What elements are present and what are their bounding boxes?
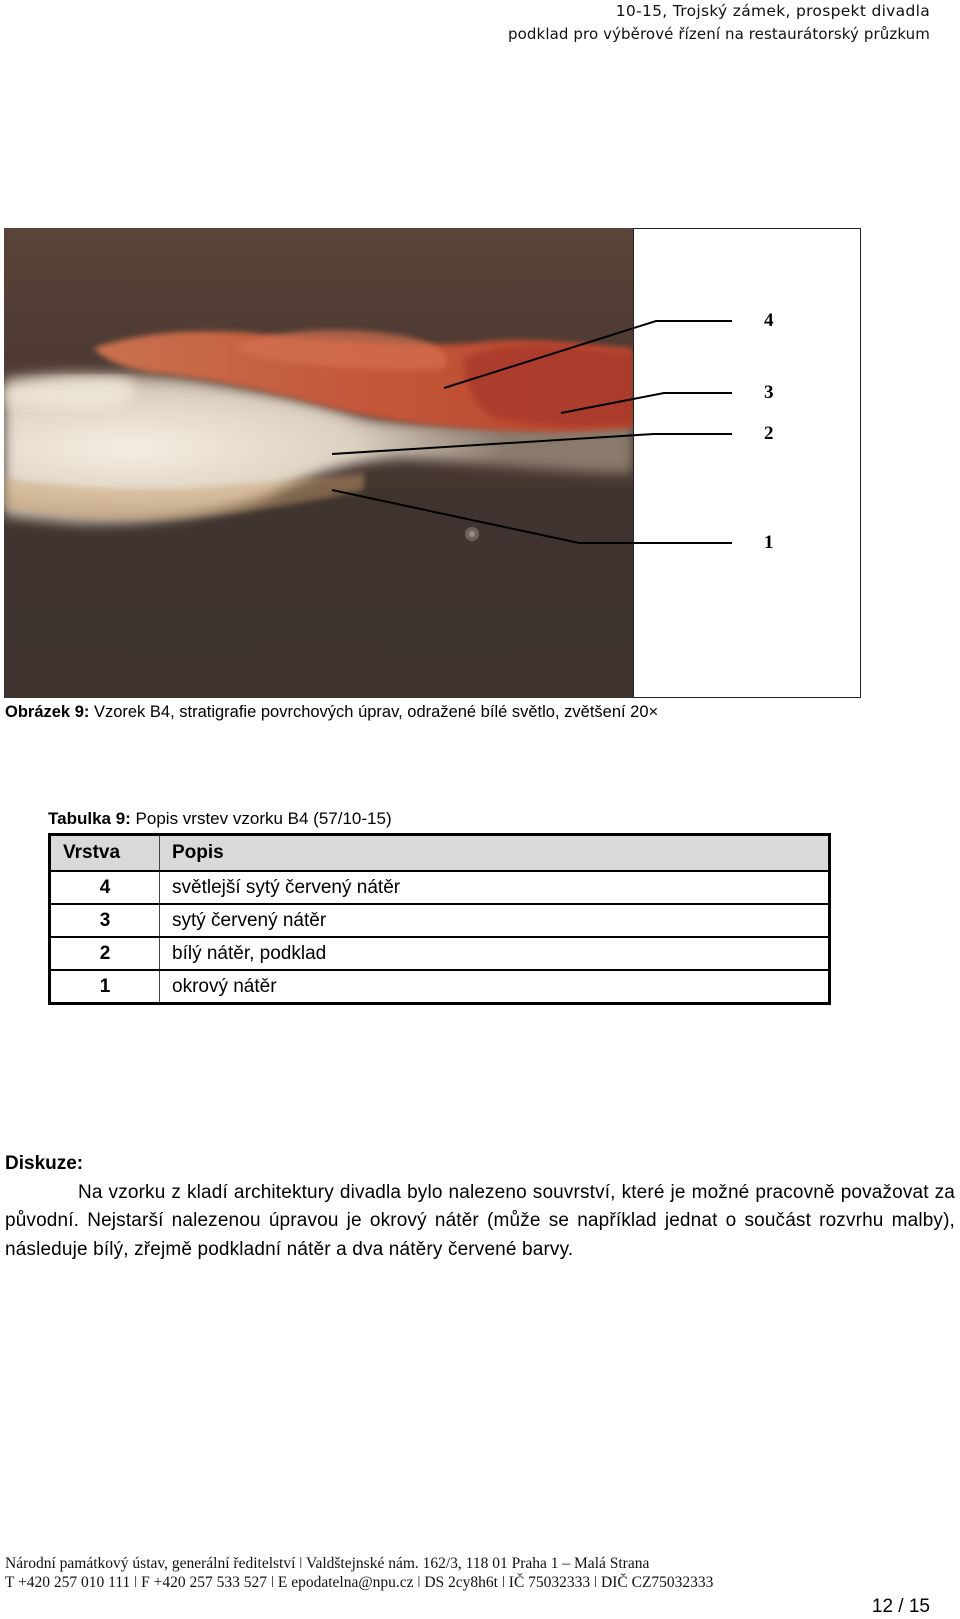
document-header bbox=[508, 0, 930, 46]
discussion-title: Diskuze: bbox=[5, 1153, 84, 1174]
discussion-section bbox=[5, 1150, 955, 1264]
figure-caption bbox=[5, 701, 658, 723]
layer-number: 2 bbox=[50, 937, 160, 970]
layer-description: světlejší sytý červený nátěr bbox=[160, 871, 830, 904]
layer-label-1: 1 bbox=[764, 532, 774, 553]
layer-number: 1 bbox=[50, 970, 160, 1004]
header-subtitle: podklad pro výběrové řízení na restaurátorský průzkum bbox=[508, 25, 930, 43]
column-header-layer: Vrstva bbox=[50, 835, 160, 872]
footer-contacts: T +420 257 010 111 ǀ F +420 257 533 527 ǀ E epodatelna@npu.cz ǀ DS 2cy8h6t ǀ IČ 75032333 ǀ DIČ CZ75032333 bbox=[5, 1574, 714, 1591]
layer-description: okrový nátěr bbox=[160, 970, 830, 1004]
column-header-description: Popis bbox=[160, 835, 830, 872]
layer-label-3: 3 bbox=[764, 382, 774, 403]
figure-caption-label: Obrázek 9: bbox=[5, 703, 90, 721]
table-row bbox=[50, 904, 830, 937]
table-caption bbox=[48, 808, 392, 830]
sample-figure bbox=[4, 228, 860, 698]
table-row bbox=[50, 871, 830, 904]
table-caption-text: Popis vrstev vzorku B4 (57/10-15) bbox=[130, 809, 392, 828]
cross-section-micrograph bbox=[4, 228, 633, 698]
footer-address: Národní památkový ústav, generální ředitelství ǀ Valdštejnské nám. 162/3, 118 01 Praha 1 – Malá Strana bbox=[5, 1555, 650, 1572]
layer-description: bílý nátěr, podklad bbox=[160, 937, 830, 970]
figure-caption-text: Vzorek B4, stratigrafie povrchových úprav, odražené bílé světlo, zvětšení 20× bbox=[89, 703, 659, 721]
document-footer bbox=[5, 1554, 713, 1592]
layer-label-2: 2 bbox=[764, 423, 774, 444]
table-header-row bbox=[50, 835, 830, 872]
layer-label-4: 4 bbox=[764, 310, 774, 331]
header-project-title: 10-15, Trojský zámek, prospekt divadla bbox=[615, 2, 930, 20]
table-row bbox=[50, 937, 830, 970]
layer-description: sytý červený nátěr bbox=[160, 904, 830, 937]
layer-number: 3 bbox=[50, 904, 160, 937]
discussion-text: Na vzorku z kladí architektury divadla bylo nalezeno souvrství, které je možné pracovně považovat za původní. Nejstarší nalezenou úpravou je okrový nátěr (může se například jednat o součást rozvrhu malby), následuje bílý, zřejmě podkladní nátěr a dva nátěry červené barvy. bbox=[5, 1181, 955, 1260]
layer-legend-box bbox=[633, 228, 861, 698]
table-caption-label: Tabulka 9: bbox=[48, 809, 131, 828]
layers-table bbox=[48, 833, 831, 1005]
page-number: 12 / 15 bbox=[871, 1596, 930, 1617]
layer-number: 4 bbox=[50, 871, 160, 904]
table-row bbox=[50, 970, 830, 1004]
